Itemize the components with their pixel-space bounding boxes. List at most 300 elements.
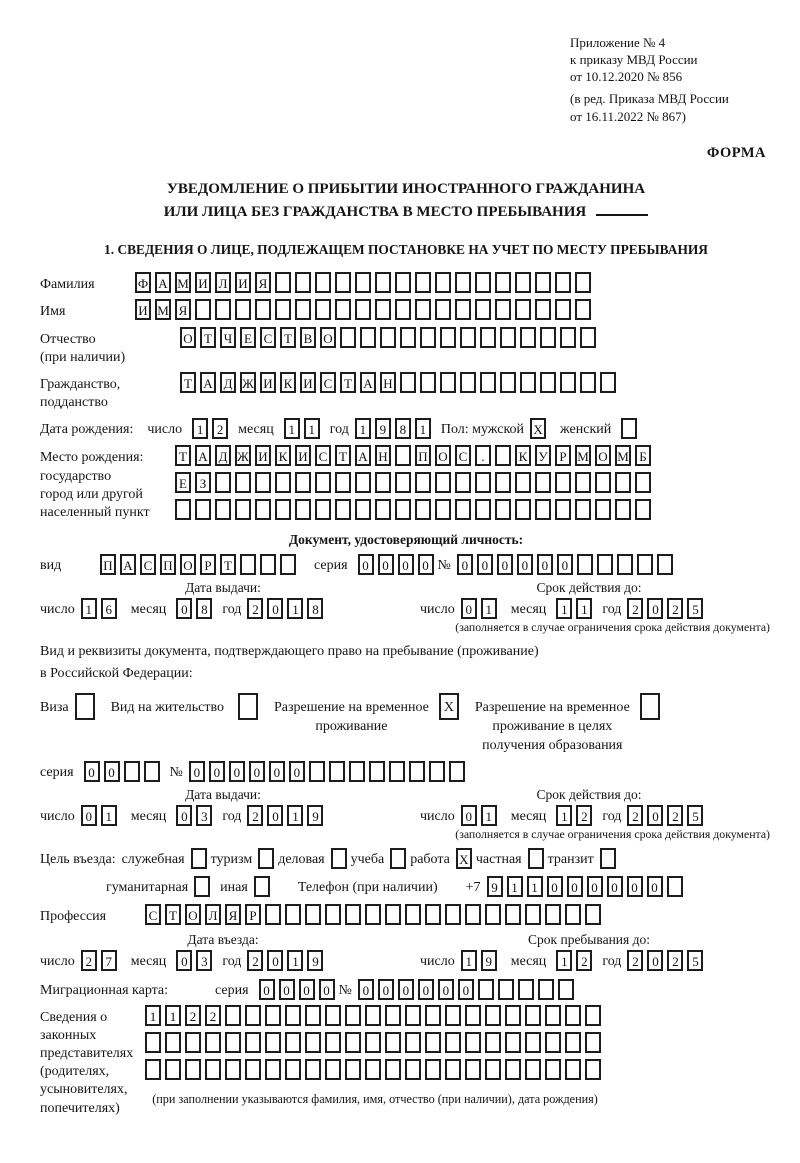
form-cell[interactable] <box>535 472 551 493</box>
form-cell[interactable] <box>455 272 471 293</box>
form-cell[interactable] <box>525 1005 541 1026</box>
form-cell[interactable] <box>165 1032 181 1053</box>
form-cell[interactable] <box>385 1005 401 1026</box>
form-cell[interactable]: 0 <box>81 805 97 826</box>
form-cell[interactable] <box>395 472 411 493</box>
form-cell[interactable]: 0 <box>267 805 283 826</box>
form-cell[interactable]: 9 <box>375 418 391 439</box>
form-cell[interactable]: X <box>439 693 459 720</box>
form-cell[interactable] <box>309 761 325 782</box>
form-cell[interactable]: . <box>475 445 491 466</box>
form-cell[interactable]: 5 <box>687 805 703 826</box>
form-cell[interactable] <box>445 1005 461 1026</box>
form-cell[interactable] <box>305 1005 321 1026</box>
form-cell[interactable]: 1 <box>527 876 543 897</box>
form-cell[interactable] <box>600 848 616 869</box>
form-cell[interactable]: 0 <box>267 598 283 619</box>
form-cell[interactable] <box>280 554 296 575</box>
form-cell[interactable] <box>505 1059 521 1080</box>
form-cell[interactable]: 0 <box>547 876 563 897</box>
form-cell[interactable]: Л <box>205 904 221 925</box>
form-cell[interactable] <box>525 904 541 925</box>
form-cell[interactable] <box>545 1005 561 1026</box>
form-cell[interactable]: 7 <box>101 950 117 971</box>
form-cell[interactable] <box>449 761 465 782</box>
form-cell[interactable] <box>395 272 411 293</box>
form-cell[interactable]: К <box>275 445 291 466</box>
form-cell[interactable]: А <box>120 554 136 575</box>
form-cell[interactable] <box>145 1032 161 1053</box>
form-cell[interactable] <box>360 327 376 348</box>
form-cell[interactable]: И <box>295 445 311 466</box>
form-cell[interactable] <box>144 761 160 782</box>
form-cell[interactable]: Т <box>220 554 236 575</box>
form-cell[interactable]: 2 <box>627 805 643 826</box>
form-cell[interactable]: 0 <box>418 554 434 575</box>
form-cell[interactable]: 9 <box>307 805 323 826</box>
form-cell[interactable] <box>595 499 611 520</box>
form-cell[interactable]: М <box>615 445 631 466</box>
form-cell[interactable] <box>455 499 471 520</box>
form-cell[interactable]: К <box>515 445 531 466</box>
form-cell[interactable] <box>558 979 574 1000</box>
form-cell[interactable] <box>245 1032 261 1053</box>
form-cell[interactable] <box>475 472 491 493</box>
form-cell[interactable] <box>165 1059 181 1080</box>
form-cell[interactable]: 1 <box>287 950 303 971</box>
form-cell[interactable]: 0 <box>378 979 394 1000</box>
form-cell[interactable]: 0 <box>176 805 192 826</box>
form-cell[interactable] <box>495 499 511 520</box>
form-cell[interactable] <box>540 327 556 348</box>
form-cell[interactable]: Т <box>335 445 351 466</box>
form-cell[interactable]: З <box>195 472 211 493</box>
form-cell[interactable]: 0 <box>398 554 414 575</box>
form-cell[interactable] <box>215 299 231 320</box>
form-cell[interactable] <box>365 1032 381 1053</box>
form-cell[interactable] <box>340 327 356 348</box>
form-cell[interactable]: А <box>360 372 376 393</box>
form-cell[interactable]: 0 <box>461 598 477 619</box>
form-cell[interactable]: И <box>300 372 316 393</box>
form-cell[interactable]: С <box>140 554 156 575</box>
form-cell[interactable] <box>595 472 611 493</box>
form-cell[interactable]: О <box>180 554 196 575</box>
form-cell[interactable] <box>555 472 571 493</box>
form-cell[interactable]: И <box>235 272 251 293</box>
form-cell[interactable] <box>545 904 561 925</box>
form-cell[interactable] <box>585 904 601 925</box>
form-cell[interactable]: 0 <box>587 876 603 897</box>
form-cell[interactable] <box>555 272 571 293</box>
form-cell[interactable] <box>275 499 291 520</box>
form-cell[interactable]: Я <box>255 272 271 293</box>
form-cell[interactable] <box>215 499 231 520</box>
form-cell[interactable] <box>525 1059 541 1080</box>
form-cell[interactable]: 0 <box>647 598 663 619</box>
form-cell[interactable] <box>275 272 291 293</box>
form-cell[interactable]: 1 <box>101 805 117 826</box>
form-cell[interactable] <box>75 693 95 720</box>
form-cell[interactable] <box>425 1032 441 1053</box>
form-cell[interactable] <box>285 1059 301 1080</box>
form-cell[interactable] <box>395 445 411 466</box>
form-cell[interactable]: 0 <box>267 950 283 971</box>
form-cell[interactable]: 0 <box>607 876 623 897</box>
form-cell[interactable] <box>560 372 576 393</box>
form-cell[interactable] <box>520 327 536 348</box>
form-cell[interactable] <box>498 979 514 1000</box>
form-cell[interactable]: С <box>315 445 331 466</box>
form-cell[interactable]: X <box>530 418 546 439</box>
form-cell[interactable] <box>335 299 351 320</box>
form-cell[interactable] <box>528 848 544 869</box>
form-cell[interactable] <box>480 372 496 393</box>
form-cell[interactable]: 0 <box>418 979 434 1000</box>
form-cell[interactable]: 0 <box>647 876 663 897</box>
form-cell[interactable]: О <box>595 445 611 466</box>
form-cell[interactable] <box>535 499 551 520</box>
form-cell[interactable] <box>315 299 331 320</box>
form-cell[interactable] <box>465 904 481 925</box>
form-cell[interactable]: 1 <box>415 418 431 439</box>
form-cell[interactable]: 2 <box>185 1005 201 1026</box>
form-cell[interactable]: 8 <box>395 418 411 439</box>
form-cell[interactable] <box>345 1005 361 1026</box>
form-cell[interactable] <box>500 327 516 348</box>
form-cell[interactable]: 1 <box>481 598 497 619</box>
form-cell[interactable]: Я <box>175 299 191 320</box>
form-cell[interactable]: Е <box>240 327 256 348</box>
form-cell[interactable] <box>240 554 256 575</box>
form-cell[interactable] <box>415 472 431 493</box>
form-cell[interactable] <box>385 904 401 925</box>
form-cell[interactable]: 1 <box>481 805 497 826</box>
form-cell[interactable]: 0 <box>104 761 120 782</box>
form-cell[interactable]: 2 <box>247 950 263 971</box>
form-cell[interactable]: Е <box>175 472 191 493</box>
form-cell[interactable] <box>405 904 421 925</box>
form-cell[interactable]: Н <box>375 445 391 466</box>
form-cell[interactable] <box>475 499 491 520</box>
form-cell[interactable] <box>335 272 351 293</box>
form-cell[interactable] <box>545 1059 561 1080</box>
form-cell[interactable]: Т <box>175 445 191 466</box>
form-cell[interactable]: 8 <box>307 598 323 619</box>
form-cell[interactable] <box>331 848 347 869</box>
form-cell[interactable]: П <box>100 554 116 575</box>
form-cell[interactable] <box>260 554 276 575</box>
form-cell[interactable] <box>535 272 551 293</box>
form-cell[interactable] <box>365 1005 381 1026</box>
form-cell[interactable]: 0 <box>358 979 374 1000</box>
form-cell[interactable]: А <box>200 372 216 393</box>
form-cell[interactable]: 5 <box>687 598 703 619</box>
form-cell[interactable] <box>565 1005 581 1026</box>
form-cell[interactable]: 9 <box>487 876 503 897</box>
form-cell[interactable] <box>485 1005 501 1026</box>
form-cell[interactable]: 1 <box>284 418 300 439</box>
form-cell[interactable] <box>480 327 496 348</box>
form-cell[interactable] <box>425 904 441 925</box>
form-cell[interactable] <box>637 554 653 575</box>
form-cell[interactable]: X <box>456 848 472 869</box>
form-cell[interactable] <box>295 272 311 293</box>
form-cell[interactable]: Р <box>200 554 216 575</box>
form-cell[interactable]: Т <box>200 327 216 348</box>
form-cell[interactable]: 2 <box>247 598 263 619</box>
form-cell[interactable]: 1 <box>556 805 572 826</box>
form-cell[interactable] <box>515 472 531 493</box>
form-cell[interactable]: 1 <box>304 418 320 439</box>
form-cell[interactable] <box>667 876 683 897</box>
form-cell[interactable]: 2 <box>667 598 683 619</box>
form-cell[interactable] <box>415 299 431 320</box>
form-cell[interactable] <box>345 1032 361 1053</box>
form-cell[interactable]: 0 <box>647 805 663 826</box>
form-cell[interactable] <box>460 372 476 393</box>
form-cell[interactable] <box>355 299 371 320</box>
form-cell[interactable] <box>285 1005 301 1026</box>
form-cell[interactable]: 2 <box>205 1005 221 1026</box>
form-cell[interactable]: Д <box>220 372 236 393</box>
form-cell[interactable] <box>600 372 616 393</box>
form-cell[interactable] <box>425 1005 441 1026</box>
form-cell[interactable] <box>505 1005 521 1026</box>
form-cell[interactable] <box>545 1032 561 1053</box>
form-cell[interactable]: 0 <box>279 979 295 1000</box>
form-cell[interactable] <box>395 499 411 520</box>
form-cell[interactable] <box>478 979 494 1000</box>
form-cell[interactable] <box>455 299 471 320</box>
form-cell[interactable] <box>585 1032 601 1053</box>
form-cell[interactable] <box>440 327 456 348</box>
form-cell[interactable] <box>615 472 631 493</box>
form-cell[interactable]: 1 <box>507 876 523 897</box>
form-cell[interactable]: 1 <box>556 598 572 619</box>
form-cell[interactable] <box>485 1059 501 1080</box>
form-cell[interactable] <box>245 1005 261 1026</box>
form-cell[interactable] <box>215 472 231 493</box>
form-cell[interactable] <box>635 499 651 520</box>
form-cell[interactable]: 5 <box>687 950 703 971</box>
form-cell[interactable] <box>435 272 451 293</box>
form-cell[interactable] <box>225 1059 241 1080</box>
form-cell[interactable] <box>415 499 431 520</box>
form-cell[interactable] <box>415 272 431 293</box>
form-cell[interactable] <box>195 499 211 520</box>
form-cell[interactable] <box>375 472 391 493</box>
form-cell[interactable] <box>255 299 271 320</box>
form-cell[interactable] <box>365 1059 381 1080</box>
form-cell[interactable] <box>349 761 365 782</box>
form-cell[interactable]: С <box>260 327 276 348</box>
form-cell[interactable]: 1 <box>355 418 371 439</box>
form-cell[interactable]: 2 <box>212 418 228 439</box>
form-cell[interactable]: 0 <box>176 598 192 619</box>
form-cell[interactable]: 0 <box>189 761 205 782</box>
form-cell[interactable]: 2 <box>627 598 643 619</box>
form-cell[interactable]: 0 <box>269 761 285 782</box>
form-cell[interactable]: А <box>195 445 211 466</box>
form-cell[interactable] <box>235 299 251 320</box>
form-cell[interactable] <box>265 1032 281 1053</box>
form-cell[interactable]: 0 <box>229 761 245 782</box>
form-cell[interactable] <box>305 1032 321 1053</box>
form-cell[interactable]: 0 <box>249 761 265 782</box>
form-cell[interactable] <box>245 1059 261 1080</box>
form-cell[interactable] <box>265 1005 281 1026</box>
form-cell[interactable] <box>225 1005 241 1026</box>
form-cell[interactable] <box>565 1059 581 1080</box>
form-cell[interactable] <box>365 904 381 925</box>
form-cell[interactable] <box>445 1032 461 1053</box>
form-cell[interactable] <box>445 1059 461 1080</box>
form-cell[interactable]: 0 <box>567 876 583 897</box>
form-cell[interactable] <box>329 761 345 782</box>
form-cell[interactable] <box>195 299 211 320</box>
form-cell[interactable] <box>657 554 673 575</box>
form-cell[interactable]: П <box>415 445 431 466</box>
form-cell[interactable]: 0 <box>497 554 513 575</box>
form-cell[interactable]: 1 <box>287 598 303 619</box>
form-cell[interactable] <box>485 904 501 925</box>
form-cell[interactable] <box>325 904 341 925</box>
form-cell[interactable] <box>585 1059 601 1080</box>
form-cell[interactable]: Ж <box>235 445 251 466</box>
form-cell[interactable]: 0 <box>398 979 414 1000</box>
form-cell[interactable]: 3 <box>196 950 212 971</box>
form-cell[interactable]: И <box>195 272 211 293</box>
form-cell[interactable]: О <box>435 445 451 466</box>
form-cell[interactable]: Р <box>245 904 261 925</box>
form-cell[interactable] <box>425 1059 441 1080</box>
form-cell[interactable]: 2 <box>667 950 683 971</box>
form-cell[interactable] <box>585 1005 601 1026</box>
form-cell[interactable]: 2 <box>576 950 592 971</box>
form-cell[interactable]: 1 <box>576 598 592 619</box>
form-cell[interactable]: 0 <box>319 979 335 1000</box>
form-cell[interactable] <box>191 848 207 869</box>
form-cell[interactable] <box>185 1032 201 1053</box>
form-cell[interactable]: 0 <box>627 876 643 897</box>
form-cell[interactable] <box>275 299 291 320</box>
form-cell[interactable]: 0 <box>209 761 225 782</box>
form-cell[interactable] <box>440 372 456 393</box>
form-cell[interactable]: У <box>535 445 551 466</box>
form-cell[interactable] <box>429 761 445 782</box>
form-cell[interactable]: Т <box>165 904 181 925</box>
form-cell[interactable] <box>575 499 591 520</box>
form-cell[interactable] <box>515 272 531 293</box>
form-cell[interactable] <box>375 499 391 520</box>
form-cell[interactable] <box>380 327 396 348</box>
form-cell[interactable]: 1 <box>556 950 572 971</box>
form-cell[interactable]: О <box>180 327 196 348</box>
form-cell[interactable] <box>265 904 281 925</box>
form-cell[interactable] <box>315 272 331 293</box>
form-cell[interactable] <box>555 299 571 320</box>
form-cell[interactable]: 0 <box>477 554 493 575</box>
form-cell[interactable]: С <box>320 372 336 393</box>
form-cell[interactable]: А <box>155 272 171 293</box>
form-cell[interactable] <box>615 499 631 520</box>
form-cell[interactable] <box>389 761 405 782</box>
form-cell[interactable] <box>560 327 576 348</box>
form-cell[interactable] <box>455 472 471 493</box>
form-cell[interactable]: М <box>575 445 591 466</box>
form-cell[interactable]: Т <box>340 372 356 393</box>
form-cell[interactable] <box>375 272 391 293</box>
form-cell[interactable] <box>445 904 461 925</box>
form-cell[interactable]: 0 <box>458 979 474 1000</box>
form-cell[interactable]: 0 <box>457 554 473 575</box>
form-cell[interactable]: Я <box>225 904 241 925</box>
form-cell[interactable] <box>355 272 371 293</box>
form-cell[interactable] <box>635 472 651 493</box>
form-cell[interactable]: Б <box>635 445 651 466</box>
form-cell[interactable]: Н <box>380 372 396 393</box>
form-cell[interactable] <box>345 904 361 925</box>
form-cell[interactable] <box>485 1032 501 1053</box>
form-cell[interactable] <box>369 761 385 782</box>
form-cell[interactable] <box>254 876 270 897</box>
form-cell[interactable]: 9 <box>481 950 497 971</box>
form-cell[interactable] <box>420 327 436 348</box>
form-cell[interactable] <box>235 499 251 520</box>
form-cell[interactable]: К <box>280 372 296 393</box>
form-cell[interactable]: 1 <box>192 418 208 439</box>
form-cell[interactable] <box>495 472 511 493</box>
form-cell[interactable] <box>515 499 531 520</box>
form-cell[interactable]: 0 <box>537 554 553 575</box>
form-cell[interactable] <box>575 272 591 293</box>
form-cell[interactable]: Т <box>280 327 296 348</box>
form-cell[interactable]: 0 <box>517 554 533 575</box>
form-cell[interactable] <box>505 1032 521 1053</box>
form-cell[interactable]: 0 <box>647 950 663 971</box>
form-cell[interactable]: 0 <box>461 805 477 826</box>
form-cell[interactable] <box>465 1059 481 1080</box>
form-cell[interactable] <box>460 327 476 348</box>
form-cell[interactable] <box>235 472 251 493</box>
form-cell[interactable] <box>540 372 556 393</box>
form-cell[interactable] <box>205 1059 221 1080</box>
form-cell[interactable]: 9 <box>307 950 323 971</box>
form-cell[interactable] <box>395 299 411 320</box>
form-cell[interactable] <box>175 499 191 520</box>
form-cell[interactable]: Ч <box>220 327 236 348</box>
form-cell[interactable] <box>495 445 511 466</box>
form-cell[interactable]: 1 <box>165 1005 181 1026</box>
form-cell[interactable] <box>285 904 301 925</box>
form-cell[interactable] <box>295 472 311 493</box>
form-cell[interactable] <box>505 904 521 925</box>
form-cell[interactable] <box>465 1005 481 1026</box>
form-cell[interactable] <box>555 499 571 520</box>
form-cell[interactable] <box>145 1059 161 1080</box>
form-cell[interactable] <box>255 472 271 493</box>
form-cell[interactable]: 0 <box>358 554 374 575</box>
form-cell[interactable]: О <box>185 904 201 925</box>
form-cell[interactable] <box>495 272 511 293</box>
form-cell[interactable] <box>275 472 291 493</box>
form-cell[interactable] <box>465 1032 481 1053</box>
form-cell[interactable] <box>577 554 593 575</box>
form-cell[interactable]: 1 <box>287 805 303 826</box>
form-cell[interactable]: Ф <box>135 272 151 293</box>
form-cell[interactable]: В <box>300 327 316 348</box>
